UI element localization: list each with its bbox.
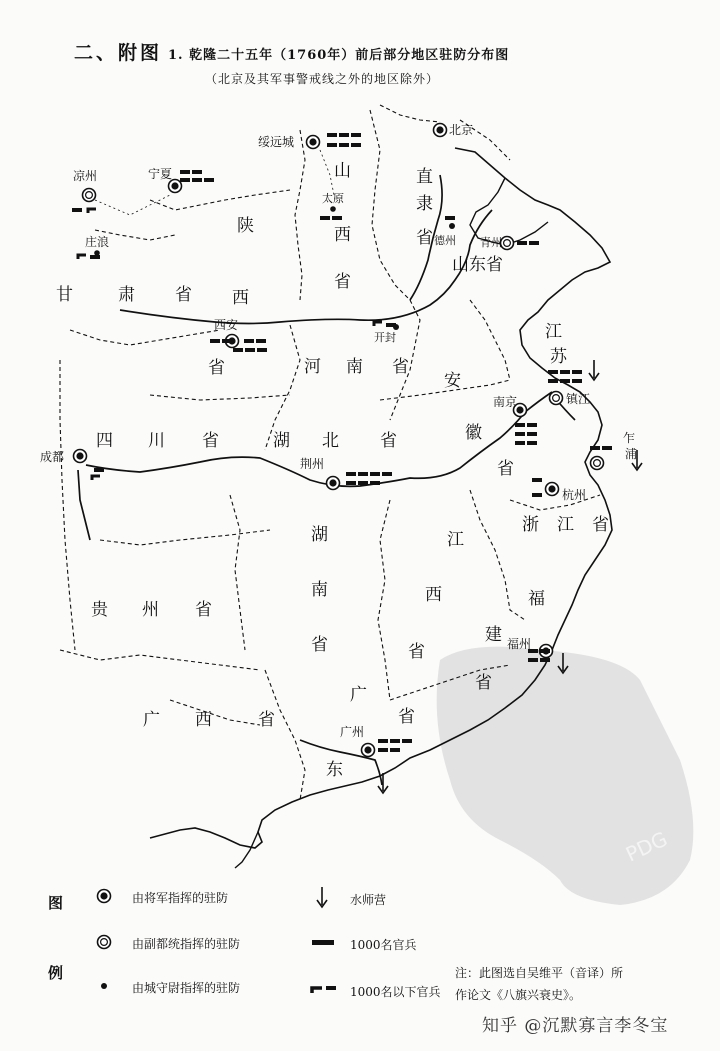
garrison-jingzhou [327,477,340,490]
svg-text:甘: 甘 [56,285,73,305]
navy-arrow-icon [589,360,599,380]
svg-text:广: 广 [143,710,160,730]
garrison-zhenjiang [550,392,563,405]
svg-text:苏: 苏 [550,347,567,367]
svg-text:南: 南 [346,357,363,377]
svg-text:省: 省 [497,459,514,479]
map-note [455,962,623,1006]
svg-text:徽: 徽 [465,423,482,443]
label-liangzhou: 凉州 [73,169,98,183]
watermark-text: PDG [621,826,672,867]
svg-text:江: 江 [557,515,574,535]
label-xian: 西安 [214,318,239,332]
label-beijing: 北京 [449,123,474,137]
label-kaifeng: 开封 [374,331,396,344]
svg-text:贵: 贵 [91,600,108,620]
svg-text:南: 南 [311,580,328,600]
svg-text:省: 省 [398,707,415,727]
legend-title-2: 例 [48,964,64,982]
svg-text:直: 直 [416,167,433,187]
svg-text:州: 州 [142,600,159,620]
svg-text:省: 省 [416,228,433,248]
legend-lieutenant: 由副都统指挥的驻防 [132,937,241,951]
svg-text:省: 省 [202,431,219,451]
section-heading: 二、附图 [74,42,163,64]
svg-text:省: 省 [208,358,225,378]
city-garrison-icon [101,983,107,989]
svg-text:江: 江 [447,530,464,550]
label-zhenjiang: 镇江 [566,392,591,406]
label-fuzhou: 福州 [507,637,532,651]
label-zhapu-2: 浦 [625,447,638,461]
svg-text:河: 河 [304,357,321,377]
garrison-liangzhou [83,189,96,202]
legend-general: 由将军指挥的驻防 [132,891,229,905]
map-note-line-2: 作论文《八旗兴衰史》。 [455,988,582,1002]
label-zhapu-1: 乍 [623,431,636,445]
legend-city-commander: 由城守尉指挥的驻防 [132,981,241,995]
label-taiyuan: 太原 [322,192,344,205]
svg-text:西: 西 [334,225,351,245]
routes [95,150,335,215]
garrison-beijing [434,124,447,137]
svg-text:湖: 湖 [273,431,290,451]
label-hangzhou: 杭州 [562,488,587,502]
svg-text:浙: 浙 [522,515,539,535]
garrison-zhuanglang [94,250,100,256]
garrison-qingzhou [501,237,514,250]
label-qingzhou: 青州 [480,236,502,249]
garrison-suiyuancheng [307,136,320,149]
source-credit: 知乎 @沉默寡言李冬宝 [482,1016,669,1036]
garrison-taiyuan [330,206,336,212]
svg-text:北: 北 [322,431,339,451]
map-title: 1. 乾隆二十五年（1760年）前后部分地区驻防分布图 [168,48,510,63]
legend-troops-less: 1000名以下官兵 [350,985,441,999]
label-suiyuancheng: 绥远城 [258,135,295,149]
label-dezhou: 德州 [434,234,456,247]
map-subtitle: （北京及其军事警戒线之外的地区除外） [205,72,440,86]
svg-text:西: 西 [425,585,442,605]
svg-text:隶: 隶 [416,194,433,214]
garrison-hangzhou [546,483,559,496]
map-note-line-1: 注：此图选自吴维平（音译）所 [455,966,624,980]
svg-text:东: 东 [326,760,343,780]
svg-text:陕: 陕 [237,216,254,236]
svg-text:福: 福 [528,589,545,609]
garrison-ningxia [169,180,182,193]
svg-text:江: 江 [545,322,562,342]
label-zhuanglang: 庄浪 [85,235,110,249]
svg-text:省: 省 [311,635,328,655]
lieutenant-garrison-icon [98,936,111,949]
svg-text:西: 西 [232,288,249,308]
garrison-guangzhou [362,744,375,757]
small-troop-icon [312,986,336,993]
bohai-coast [470,178,548,245]
general-garrison-icon [98,890,111,903]
svg-text:建: 建 [485,625,502,645]
peninsula [235,832,258,868]
svg-text:省: 省 [195,600,212,620]
svg-text:广: 广 [350,685,367,705]
svg-text:川: 川 [148,431,165,451]
label-chengdu: 成都 [40,450,65,464]
label-jingzhou: 荆州 [300,457,325,471]
svg-text:省: 省 [334,272,351,292]
svg-text:省: 省 [475,673,492,693]
legend-troops-1000: 1000名官兵 [350,938,417,952]
svg-text:西: 西 [195,710,212,730]
svg-text:省: 省 [592,515,609,535]
label-ningxia: 宁夏 [148,167,173,181]
svg-text:省: 省 [258,710,275,730]
label-nanjing: 南京 [493,395,518,409]
svg-text:安: 安 [444,371,461,391]
svg-text:省: 省 [175,285,192,305]
navy-arrow-icon [317,887,327,907]
troop-bar-icon [312,940,334,945]
label-guangzhou: 广州 [340,725,365,739]
svg-text:山东省: 山东省 [452,255,503,275]
svg-text:省: 省 [380,431,397,451]
svg-text:省: 省 [392,357,409,377]
garrison-dezhou [449,223,455,229]
svg-text:山: 山 [334,161,351,181]
svg-text:四: 四 [96,431,113,451]
garrison-zhapu [591,457,604,470]
legend-navy: 水师营 [350,893,387,907]
garrison-chengdu [74,450,87,463]
svg-text:湖: 湖 [311,525,328,545]
svg-text:肃: 肃 [118,285,135,305]
svg-text:省: 省 [408,642,425,662]
legend-title-1: 图 [48,894,64,912]
